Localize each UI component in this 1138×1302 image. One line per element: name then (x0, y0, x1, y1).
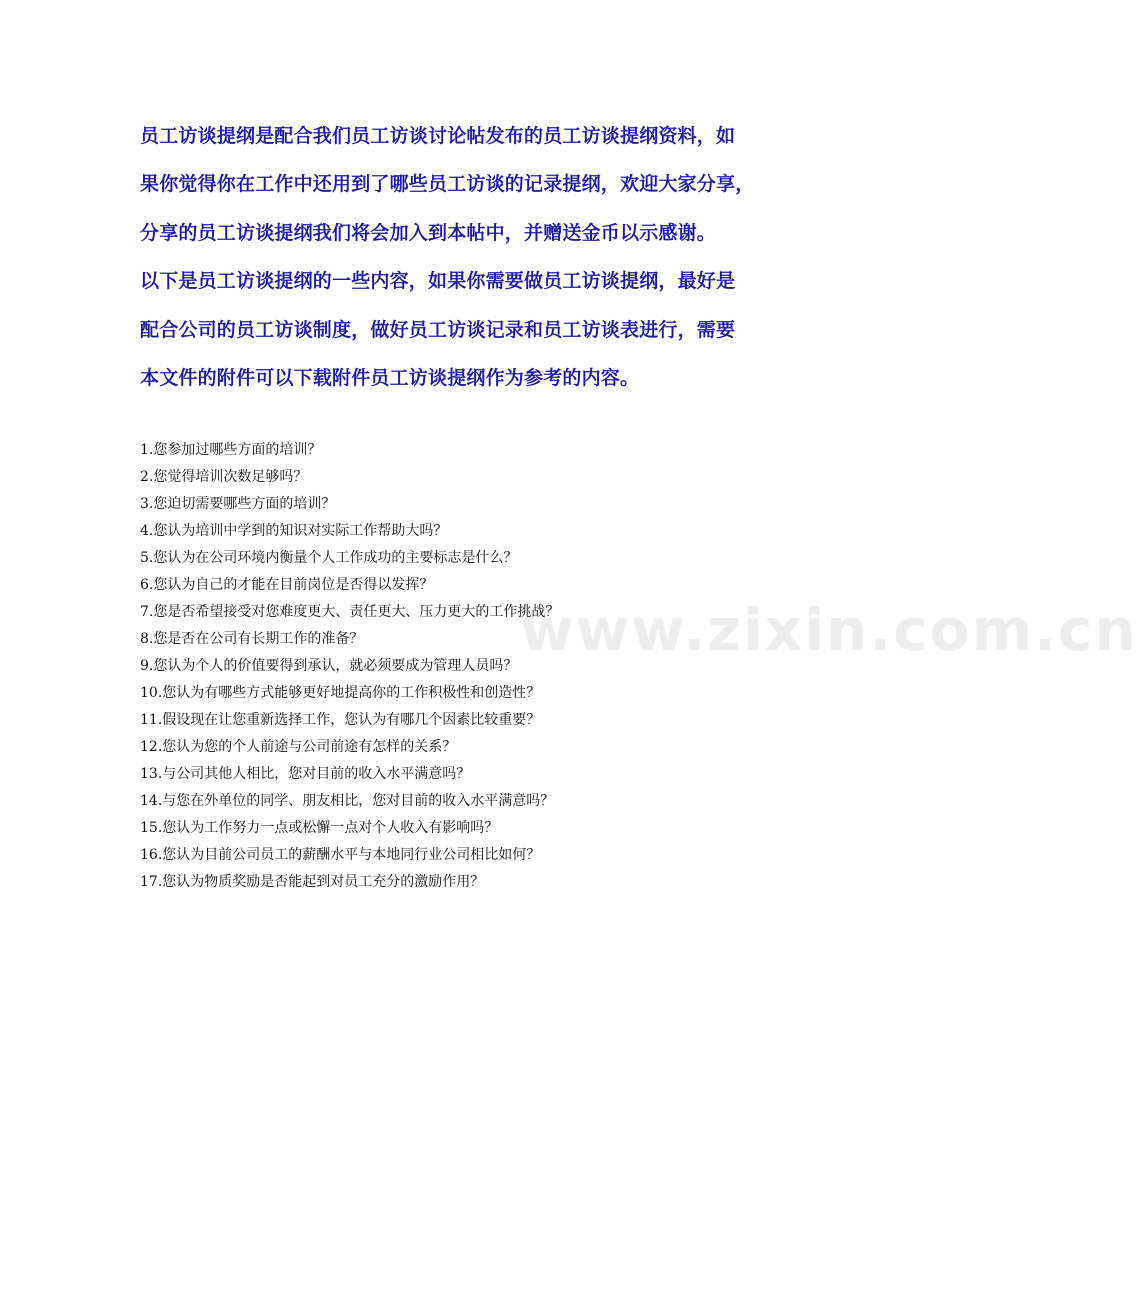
question-item: 8.您是否在公司有长期工作的准备？ (140, 631, 364, 647)
intro-line: 果你觉得你在工作中还用到了哪些员工访谈的记录提纲，欢迎大家分享， (140, 173, 755, 196)
intro-line: 分享的员工访谈提纲我们将会加入到本帖中，并赠送金币以示感谢。 (140, 221, 717, 244)
question-item: 9.您认为个人的价值要得到承认，就必须要成为管理人员吗？ (140, 658, 518, 674)
question-item: 15.您认为工作努力一点或松懈一点对个人收入有影响吗？ (140, 820, 499, 836)
intro-paragraph (140, 116, 790, 406)
intro-line: 员工访谈提纲是配合我们员工访谈讨论帖发布的员工访谈提纲资料，如 (140, 125, 736, 147)
question-item: 1.您参加过哪些方面的培训？ (140, 442, 322, 458)
question-list (140, 437, 559, 896)
question-item: 4.您认为培训中学到的知识对实际工作帮助大吗？ (140, 523, 448, 539)
intro-line: 以下是员工访谈提纲的一些内容，如果你需要做员工访谈提纲，最好是 (140, 270, 736, 293)
question-item: 2.您觉得培训次数足够吗？ (140, 469, 308, 485)
intro-line: 本文件的附件可以下载附件员工访谈提纲作为参考的内容。 (140, 366, 640, 389)
question-item: 10.您认为有哪些方式能够更好地提高你的工作积极性和创造性？ (140, 685, 541, 701)
question-item: 16.您认为目前公司员工的薪酬水平与本地同行业公司相比如何？ (140, 847, 541, 863)
question-item: 12.您认为您的个人前途与公司前途有怎样的关系？ (140, 739, 457, 755)
intro-line: 配合公司的员工访谈制度，做好员工访谈记录和员工访谈表进行，需要 (140, 318, 736, 341)
question-item: 5.您认为在公司环境内衡量个人工作成功的主要标志是什么？ (140, 550, 518, 566)
watermark: www.zixin.com.cn (520, 596, 1138, 664)
question-item: 13.与公司其他人相比，您对目前的收入水平满意吗？ (140, 766, 471, 782)
question-item: 14.与您在外单位的同学、朋友相比，您对目前的收入水平满意吗？ (140, 793, 555, 809)
question-item: 6.您认为自己的才能在目前岗位是否得以发挥？ (140, 577, 434, 593)
question-item: 11.假设现在让您重新选择工作，您认为有哪几个因素比较重要？ (140, 712, 541, 728)
question-item: 3.您迫切需要哪些方面的培训？ (140, 496, 336, 512)
question-item: 17.您认为物质奖励是否能起到对员工充分的激励作用？ (140, 874, 485, 890)
question-item: 7.您是否希望接受对您难度更大、责任更大、压力更大的工作挑战？ (140, 604, 560, 620)
